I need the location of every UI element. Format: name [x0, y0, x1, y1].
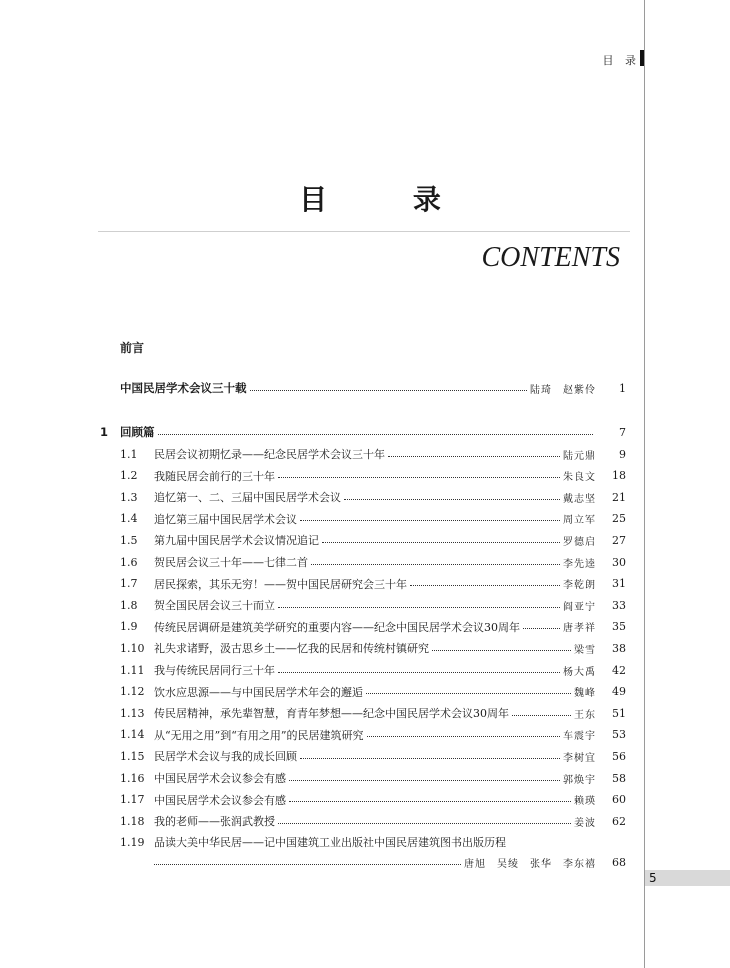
- toc-title: 传民居精神，承先辈智慧，育青年梦想——纪念中国民居学术会议30周年: [154, 707, 509, 721]
- toc-author: 梁雪: [574, 644, 596, 656]
- toc-number: 1.6: [120, 555, 138, 569]
- toc-title: 民居学术会议与我的成长回顾: [154, 750, 297, 764]
- toc-number: 1.10: [120, 641, 145, 655]
- toc-entry[interactable]: [120, 595, 626, 615]
- toc-number: 1.13: [120, 706, 145, 720]
- section-number: 1: [100, 425, 109, 439]
- toc-author: 罗德启: [563, 536, 596, 548]
- toc-title: 品读大美中华民居——记中国建筑工业出版社中国民居建筑图书出版历程: [154, 836, 506, 849]
- dot-leader: [366, 693, 571, 694]
- dot-leader: [278, 823, 571, 824]
- toc-entry[interactable]: [120, 811, 626, 831]
- toc-entry-last-cont[interactable]: [154, 852, 626, 872]
- toc-number: 1.1: [120, 447, 138, 461]
- toc-page: 53: [612, 728, 626, 742]
- toc-number: 1.19: [120, 835, 145, 849]
- dot-leader: [278, 607, 560, 608]
- contents-heading: CONTENTS: [481, 242, 620, 273]
- toc-entry[interactable]: [120, 617, 626, 637]
- toc-entry[interactable]: [120, 487, 626, 507]
- toc-number: 1.9: [120, 620, 138, 634]
- toc-number: 1.18: [120, 814, 145, 828]
- toc-title: 饮水应思源——与中国民居学术年会的邂逅: [154, 685, 363, 699]
- toc-entry[interactable]: [120, 660, 626, 680]
- dot-leader: [410, 585, 560, 586]
- preface-heading: 前言: [120, 341, 145, 355]
- toc-page: 35: [612, 620, 626, 634]
- toc-author: 朱良文: [563, 472, 596, 484]
- toc-author: 赖瑛: [574, 796, 596, 808]
- toc-title: 传统民居调研是建筑美学研究的重要内容——纪念中国民居学术会议30周年: [154, 620, 520, 634]
- toc-entry[interactable]: [120, 552, 626, 572]
- toc-author: 车震宇: [563, 731, 596, 743]
- toc-number: 1.3: [120, 490, 138, 504]
- dot-leader: [388, 456, 560, 457]
- dot-leader: [322, 542, 560, 543]
- dot-leader: [250, 390, 528, 391]
- toc-title: 礼失求诸野，汲古思乡土——忆我的民居和传统村镇研究: [154, 642, 429, 656]
- dot-leader: [300, 758, 560, 759]
- page-number-tab: [645, 870, 730, 886]
- toc-entry-intro[interactable]: [120, 378, 626, 398]
- toc-entry[interactable]: [120, 509, 626, 529]
- toc-entry[interactable]: [120, 530, 626, 550]
- toc-page: 49: [612, 685, 626, 699]
- title-divider: [98, 231, 630, 232]
- toc-title: 贺全国民居会议三十而立: [154, 599, 275, 613]
- toc-title: 中国民居学术会议参会有感: [154, 772, 286, 785]
- toc-page: 58: [612, 771, 626, 785]
- dot-leader: [154, 864, 461, 865]
- toc-page: 33: [612, 598, 626, 612]
- dot-leader: [311, 564, 560, 565]
- toc-entry[interactable]: [120, 768, 626, 788]
- toc-title: 民居会议初期忆录——纪念民居学术会议三十年: [154, 448, 385, 461]
- toc-number: 1.15: [120, 749, 145, 763]
- toc-title: 居民探索，其乐无穷！——贺中国民居研究会三十年: [154, 577, 407, 591]
- toc-page: 38: [612, 641, 626, 655]
- toc-number: 1.8: [120, 598, 138, 612]
- toc-page: 1: [619, 381, 626, 395]
- toc-page: 27: [612, 533, 626, 547]
- toc-number: 1.14: [120, 728, 145, 742]
- toc-title: 中国民居学术会议三十载: [120, 381, 247, 395]
- toc-author: 王东: [574, 709, 596, 721]
- toc-page: 18: [612, 469, 626, 483]
- toc-author: 杨大禹: [563, 666, 596, 678]
- toc-title: 我的老师——张润武教授: [154, 815, 275, 829]
- toc-author: 李乾朗: [563, 580, 596, 592]
- toc-author: 阎亚宁: [563, 601, 596, 613]
- toc-number: 1.16: [120, 771, 145, 785]
- toc-entry[interactable]: [120, 682, 626, 702]
- toc-section[interactable]: [100, 422, 626, 442]
- toc-title: 第九届中国民居学术会议情况追记: [154, 534, 319, 548]
- dot-leader: [300, 520, 560, 521]
- toc-number: 1.11: [120, 663, 145, 677]
- toc-entry[interactable]: [120, 703, 626, 723]
- dot-leader: [432, 650, 571, 651]
- dot-leader: [367, 736, 561, 737]
- toc-author: 陆元鼎: [563, 450, 596, 462]
- toc-author: 戴志坚: [563, 493, 596, 505]
- dot-leader: [289, 801, 571, 802]
- dot-leader: [289, 780, 560, 781]
- margin-rule: [644, 0, 645, 968]
- toc-entry[interactable]: [120, 444, 626, 464]
- dot-leader: [523, 628, 560, 629]
- dot-leader: [278, 672, 560, 673]
- toc-title: 从“无用之用”到“有用之用”的民居建筑研究: [154, 728, 364, 742]
- toc-title: 追忆第一、二、三届中国民居学术会议: [154, 491, 341, 505]
- toc-number: 1.12: [120, 685, 145, 699]
- toc-entry[interactable]: [120, 574, 626, 594]
- toc-author: 唐孝祥: [563, 623, 596, 635]
- running-head-bar: [640, 50, 644, 66]
- toc-page: 42: [612, 663, 626, 677]
- toc-author: 郭焕宇: [563, 774, 596, 786]
- toc-page: 62: [612, 814, 626, 828]
- toc-author: 唐旭 吴绫 张华 李东禧: [464, 858, 596, 870]
- toc-entry[interactable]: [120, 725, 626, 745]
- page-number: 5: [649, 871, 657, 885]
- section-title: 回顾篇: [120, 425, 155, 439]
- toc-page: 21: [612, 490, 626, 504]
- toc-entry[interactable]: [120, 790, 626, 810]
- dot-leader: [344, 499, 560, 500]
- running-head: 目 录: [602, 54, 640, 67]
- toc-page: 9: [619, 447, 626, 461]
- toc-page: 60: [612, 793, 626, 807]
- toc-number: 1.5: [120, 533, 138, 547]
- dot-leader: [158, 434, 594, 435]
- toc-author: 陆琦 赵紫伶: [530, 384, 596, 396]
- toc-title: 中国民居学术会议参会有感: [154, 793, 286, 807]
- toc-page: 31: [612, 577, 626, 591]
- toc-author: 李先逵: [563, 558, 596, 570]
- toc-author: 李树宜: [563, 752, 596, 764]
- toc-entry-last[interactable]: [120, 832, 626, 852]
- toc-number: 1.7: [120, 577, 138, 591]
- toc-author: 周立军: [563, 515, 596, 527]
- dot-leader: [278, 477, 560, 478]
- toc-title: 贺民居会议三十年——七律二首: [154, 556, 308, 569]
- toc-page: 56: [612, 749, 626, 763]
- toc-number: 1.4: [120, 512, 138, 526]
- toc-page: 68: [612, 855, 626, 869]
- toc-entry[interactable]: [120, 746, 626, 766]
- toc-entry[interactable]: [120, 466, 626, 486]
- toc-page: 7: [619, 425, 626, 439]
- toc-entry[interactable]: [120, 638, 626, 658]
- dot-leader: [512, 715, 571, 716]
- page-title: 目 录: [299, 183, 479, 216]
- toc-title: 我随民居会前行的三十年: [154, 469, 275, 483]
- toc-number: 1.17: [120, 793, 145, 807]
- toc-author: 姜波: [574, 817, 596, 829]
- toc-title: 追忆第三届中国民居学术会议: [154, 512, 297, 526]
- toc-page: 25: [612, 512, 626, 526]
- toc-page: 51: [612, 706, 626, 720]
- toc-author: 魏峰: [574, 688, 596, 700]
- toc-page: 30: [612, 555, 626, 569]
- toc-title: 我与传统民居同行三十年: [154, 664, 275, 677]
- toc-number: 1.2: [120, 469, 138, 483]
